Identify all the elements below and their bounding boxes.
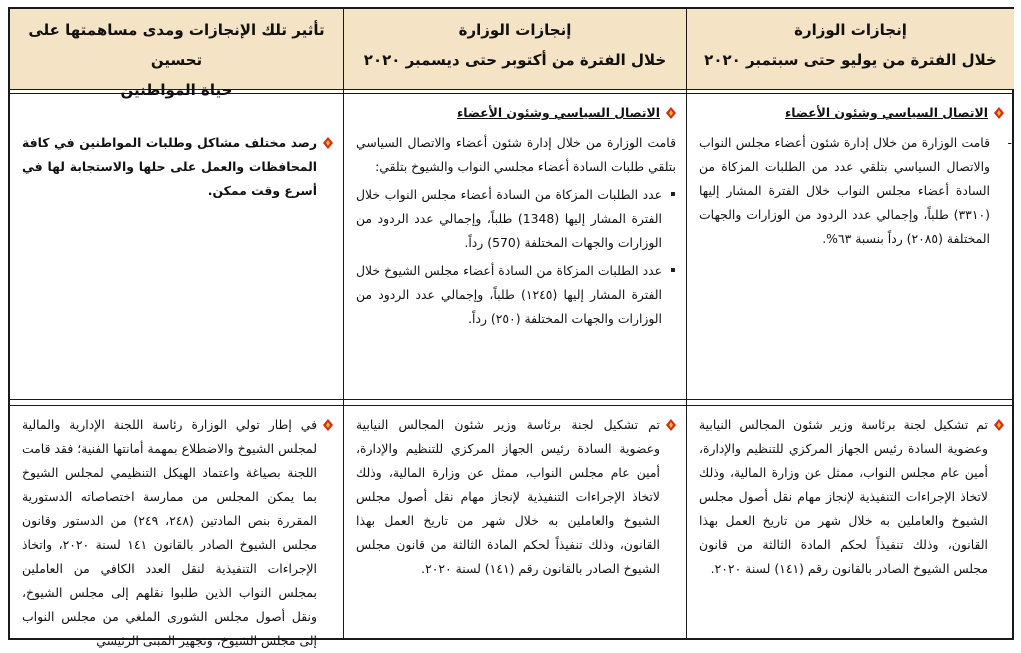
- arrow-bullet-icon: [666, 419, 676, 431]
- section-heading: [699, 101, 1004, 125]
- header-period: خلال الفترة من يوليو حتى سبتمبر ٢٠٢٠: [704, 51, 997, 69]
- row1-col-oct-dec: [344, 95, 686, 399]
- row-divider-double: [10, 405, 1012, 406]
- row2-col-impact: [10, 407, 343, 648]
- section-title: الاتصال السياسي وشئون الأعضاء: [784, 105, 988, 120]
- header-period: خلال الفترة من أكتوبر حتى ديسمبر ٢٠٢٠: [363, 51, 667, 69]
- achievements-table: [8, 7, 1014, 648]
- arrow-bullet-icon: [323, 419, 333, 431]
- header-subtitle: حياة المواطنين: [120, 81, 233, 99]
- dash-bullet: -: [1007, 135, 1012, 150]
- list-item-text: عدد الطلبات المزكاة من السادة أعضاء مجلس النواب خلال الفترة المشار إليها (1348) طلباً، وإجمالي عدد الردود من الوزارات والجهات المختلفة (570) رداً.: [356, 187, 662, 250]
- list-item: [356, 183, 676, 255]
- list-item-text: عدد الطلبات المزكاة من السادة أعضاء مجلس الشيوخ خلال الفترة المشار إليها (١٢٤٥) طلباً، وإجمالي عدد الردود من الوزارات والجهات المختلفة (٢٥٠) رداً.: [356, 263, 662, 326]
- arrow-bullet-icon: [323, 137, 333, 149]
- header-title: إنجازات الوزارة: [794, 21, 907, 39]
- row2-col-jul-sep: [687, 407, 1014, 640]
- paragraph: في إطار تولي الوزارة رئاسة اللجنة الإدارية والمالية لمجلس الشيوخ والاضطلاع بمهمة أمانتها الفنية؛ فقد قامت اللجنة بصياغة واعتماد الهيكل التنظيمي لمجلس الشيوخ بما يمكن المجلس من ممارسة اختصاصاته الدستورية المقررة بنص المادتين (٢٤٨، ٢٤٩) من الدستور وقانون مجلس الشيوخ الصادر بالقانون ١٤١ لسنة ٢٠٢٠، واتخاذ الإجراءات التنفيذية لنقل العدد الكافي من العاملين بمجلس النواب الذين طلبوا نقلهم إلى مجلس الشيوخ، ونقل أصول مجلس الشورى الملغي من مجلس النواب إلى مجلس الشيوخ، وتجهيز المبنى الرئيسي: [22, 417, 317, 648]
- paragraph: قامت الوزارة من خلال إدارة شئون أعضاء مجلس النواب والاتصال السياسي بتلقي عدد من الطلبات المزكاة من السادة أعضاء مجلس النواب خلال الفترة المشار إليها (٣٣١٠) طلباً، وإجمالي عدد الردود من الوزارات والجهات المختلفة (٢٠٨٥) رداً بنسبة ٦٣%.: [699, 135, 990, 246]
- arrow-bullet-icon: [994, 107, 1004, 119]
- row2-col-oct-dec: [344, 407, 686, 640]
- section-title: الاتصال السياسي وشئون الأعضاء: [456, 105, 660, 120]
- header-col-impact: [10, 9, 343, 99]
- paragraph: رصد مختلف مشاكل وطلبات المواطنين في كافة المحافظات والعمل على حلها والاستجابة لها في أسرع وقت ممكن.: [22, 135, 317, 198]
- paragraph: تم تشكيل لجنة برئاسة وزير شئون المجالس النيابية وعضوية السادة رئيس الجهاز المركزي للتنظيم والإدارة، أمين عام مجلس النواب، ممثل عن وزارة المالية، وذلك لاتخاذ الإجراءات التنفيذية لإنجاز مهام نقل أصول مجلس الشيوخ والعاملين به خلال شهر من تاريخ العمل بهذا القانون، وذلك تنفيذاً لحكم المادة الثالثة من قانون مجلس الشيوخ الصادر بالقانون رقم (١٤١) لسنة ٢٠٢٠.: [699, 417, 988, 576]
- header-title: تأثير تلك الإنجازات ومدى مساهمتها على تحسين: [28, 21, 325, 69]
- section-heading: [356, 101, 676, 125]
- arrow-bullet-icon: [994, 419, 1004, 431]
- row1-col-jul-sep: [687, 95, 1014, 399]
- square-bullet-icon: [671, 268, 675, 272]
- header-col-jul-sep: [687, 9, 1014, 89]
- header-col-oct-dec: [344, 9, 686, 89]
- square-bullet-icon: [671, 192, 675, 196]
- arrow-bullet-icon: [666, 107, 676, 119]
- row1-col-impact: [10, 95, 343, 399]
- list-item: [356, 259, 676, 331]
- row-divider: [10, 399, 1012, 400]
- paragraph: تم تشكيل لجنة برئاسة وزير شئون المجالس النيابية وعضوية السادة رئيس الجهاز المركزي للتنظيم والإدارة، أمين عام مجلس النواب، ممثل عن وزارة المالية، وذلك لاتخاذ الإجراءات التنفيذية لإنجاز مهام نقل أصول مجلس الشيوخ والعاملين به خلال شهر من تاريخ العمل بهذا القانون، وذلك تنفيذاً لحكم المادة الثالثة من قانون مجلس الشيوخ الصادر بالقانون رقم (١٤١) لسنة ٢٠٢٠.: [356, 417, 660, 576]
- paragraph: قامت الوزارة من خلال إدارة شئون أعضاء والاتصال السياسي بتلقي طلبات السادة أعضاء مجلسي النواب والشيوخ بتلقي:: [356, 135, 676, 174]
- header-title: إنجازات الوزارة: [458, 21, 572, 39]
